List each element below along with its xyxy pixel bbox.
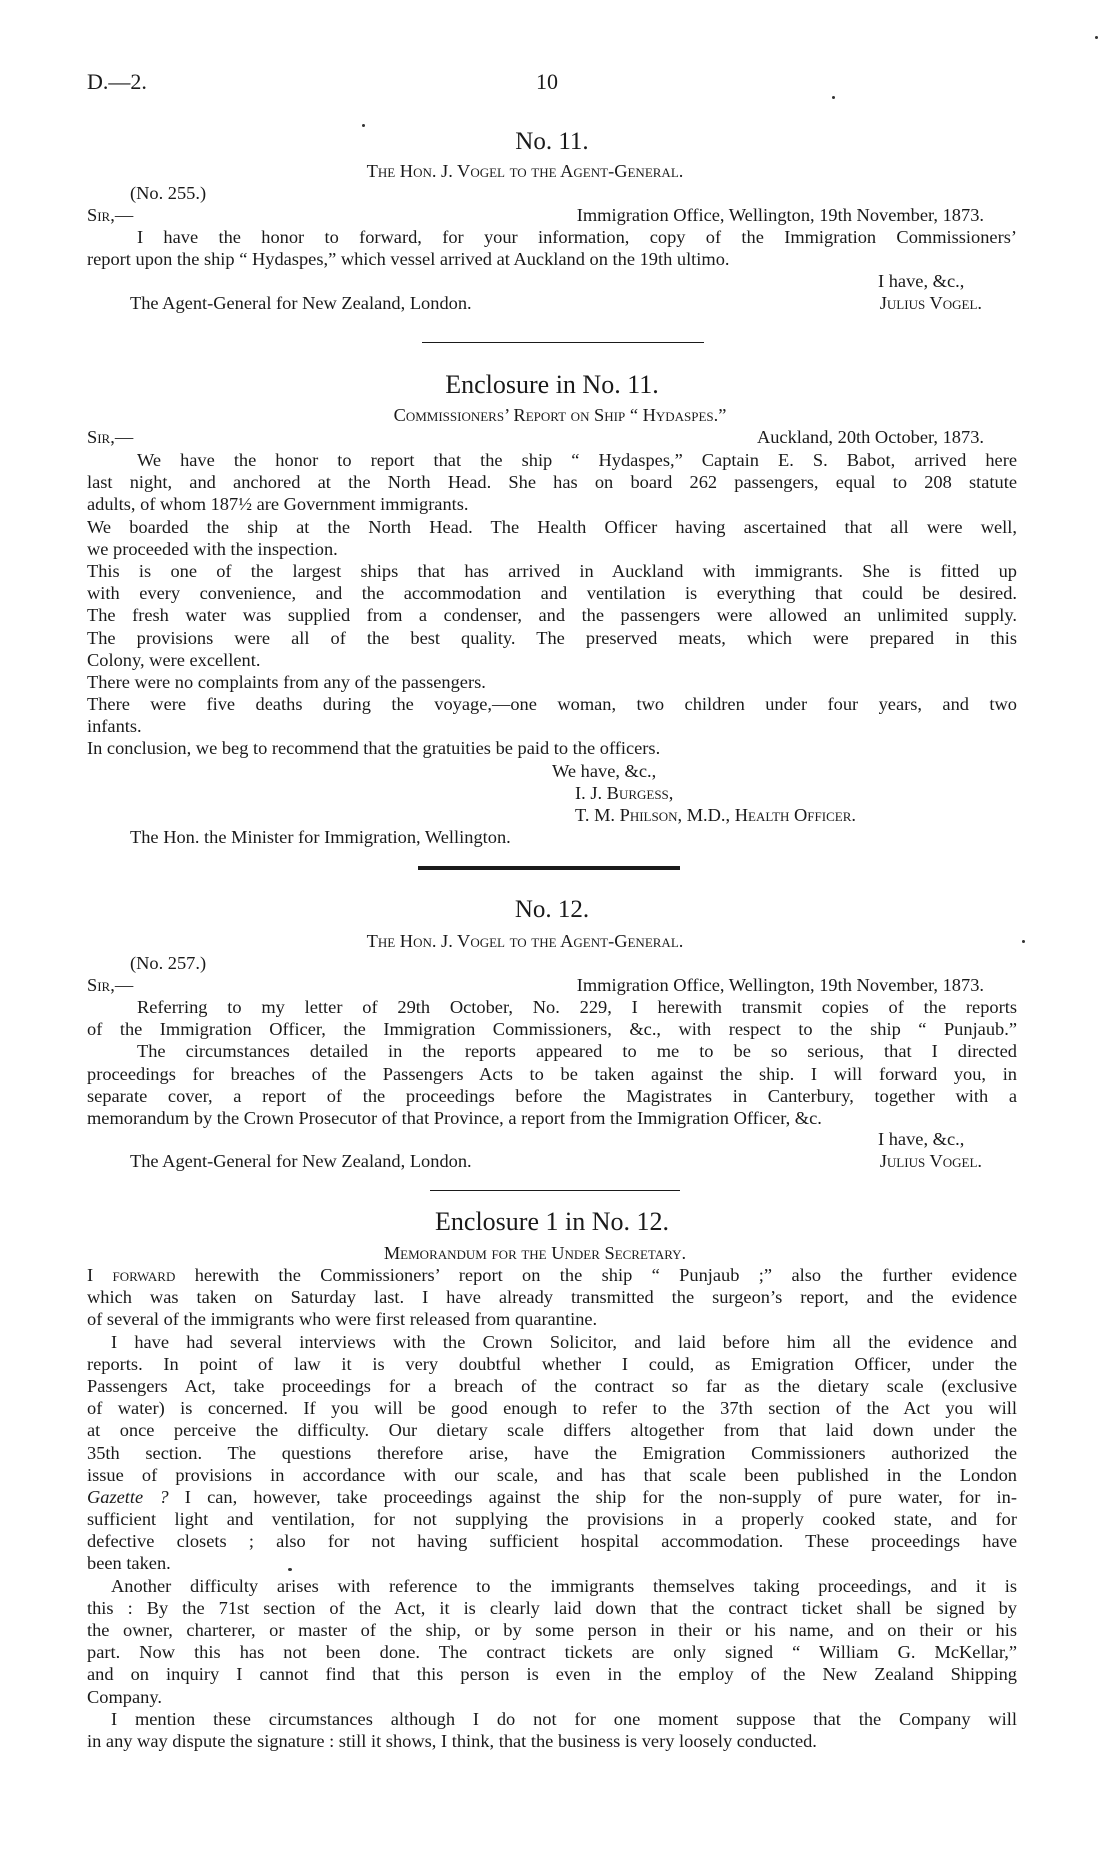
body-line: Another difficulty arises with reference to the immigrants themselves taking proceedings, and it is: [111, 1575, 1017, 1596]
enclosure-heading: Enclosure 1 in No. 12.: [435, 1207, 669, 1236]
body-line: I have had several interviews with the Crown Solicitor, and laid before him all the evidence and: [111, 1331, 1017, 1352]
body-line: infants.: [87, 716, 142, 737]
body-line: proceedings for breaches of the Passengers Acts to be taken against the ship. I will forward you, in: [87, 1063, 1017, 1084]
body-line: sufficient light and ventilation, for not supplying the provisions in a properly cooked state, and for: [87, 1509, 1017, 1530]
opening-line-text: herewith the Commissioners’ report on the ship “ Punjaub ;” also the further evidence: [175, 1265, 1017, 1285]
body-line: Passengers Act, take proceedings for a breach of the contract so far as the dietary scale (exclusive: [87, 1375, 1017, 1396]
closing: I have, &c.,: [878, 271, 965, 291]
body-line: of the Immigration Officer, the Immigration Commissioners, &c., with respect to the ship “ Punjaub.”: [87, 1019, 1017, 1040]
body-line: I have the honor to forward, for your information, copy of the Immigration Commissioners’: [137, 227, 1017, 247]
body-line: of several of the immigrants who were first released from quarantine.: [87, 1309, 598, 1330]
body-line: Gazette ? I can, however, take proceedings against the ship for the non-supply of pure water, for in-: [87, 1486, 1017, 1507]
body-line: this : By the 71st section of the Act, it is clearly laid down that the contract ticket shall be signed by: [87, 1597, 1017, 1618]
body-line: with every convenience, and the accommodation and ventilation is everything that could be desired.: [87, 583, 1017, 604]
body-line: There were five deaths during the voyage,—one woman, two children under four years, and two: [87, 694, 1017, 715]
body-line: which was taken on Saturday last. I have already transmitted the surgeon’s report, and the evidence: [87, 1287, 1017, 1308]
body-line: There were no complaints from any of the passengers.: [87, 671, 486, 692]
letter-number-heading: No. 12.: [514, 896, 590, 923]
body-line: In conclusion, we beg to recommend that the gratuities be paid to the officers.: [87, 738, 661, 759]
body-line: adults, of whom 187½ are Government immigrants.: [87, 494, 469, 515]
addressee: The Agent-General for New Zealand, London.: [130, 293, 472, 313]
signatory: T. M. Philson, M.D., Health Officer.: [575, 805, 856, 825]
report-body: [87, 449, 1017, 760]
body-line: we proceeded with the inspection.: [87, 538, 338, 559]
page-number: 10: [536, 69, 558, 94]
body-line: I mention these circumstances although I do not for one moment suppose that the Company will: [111, 1708, 1017, 1729]
salutation: Sir,—: [87, 975, 134, 995]
enclosure-subheading: Memorandum for the Under Secretary.: [383, 1243, 687, 1263]
section-divider: [418, 866, 680, 870]
body-line: The fresh water was supplied from a condenser, and the passengers were allowed an unlimited supply.: [87, 605, 1017, 626]
letter-subheading: The Hon. J. Vogel to the Agent-General.: [366, 161, 684, 181]
body-line: last night, and anchored at the North Head. She has on board 262 passengers, equal to 208 statute: [87, 472, 1017, 493]
speck: [1095, 36, 1098, 39]
letter-reference: (No. 255.): [130, 183, 207, 203]
body-line: separate cover, a report of the proceedings before the Magistrates in Canterbury, together with a: [87, 1085, 1017, 1106]
opening-words: I forward: [87, 1265, 176, 1285]
body-line: at once perceive the difficulty. Our dietary scale differs altogether from that laid down under the: [87, 1420, 1017, 1441]
body-line: Colony, were excellent.: [87, 649, 261, 670]
place-date: Immigration Office, Wellington, 19th November, 1873.: [576, 205, 984, 225]
enclosure-subheading: Commissioners’ Report on Ship “ Hydaspes.”: [393, 405, 727, 425]
letter-body: [87, 226, 1017, 270]
closing: We have, &c.,: [552, 761, 657, 781]
place-date: Auckland, 20th October, 1873.: [756, 427, 984, 447]
body-line: We boarded the ship at the North Head. The Health Officer having ascertained that all were well,: [87, 516, 1017, 537]
speck: [832, 96, 835, 99]
body-line: Referring to my letter of 29th October, No. 229, I herewith transmit copies of the reports: [137, 997, 1017, 1017]
signature: Julius Vogel.: [879, 1151, 982, 1171]
gazette-italic: Gazette ?: [87, 1486, 169, 1507]
salutation: Sir,—: [87, 205, 134, 225]
section-divider: [430, 1190, 680, 1191]
body-line: report upon the ship “ Hydaspes,” which vessel arrived at Auckland on the 19th ultimo.: [87, 249, 730, 270]
body-line: memorandum by the Crown Prosecutor of that Province, a report from the Immigration Officer, &c.: [87, 1107, 822, 1128]
body-line: and on inquiry I cannot find that this person is even in the employ of the New Zealand Shipping: [87, 1664, 1017, 1685]
closing: I have, &c.,: [878, 1129, 965, 1149]
body-line: [87, 1264, 1017, 1286]
body-line: part. Now this has not been done. The contract tickets are only signed “ William G. McKellar,”: [87, 1642, 1017, 1663]
signatory: I. J. Burgess,: [575, 783, 674, 803]
body-line: Company.: [87, 1686, 162, 1707]
body-line: The provisions were all of the best quality. The preserved meats, which were prepared in this: [87, 627, 1017, 648]
addressee: The Hon. the Minister for Immigration, Wellington.: [130, 827, 511, 847]
signature: Julius Vogel.: [879, 293, 982, 313]
sessional-paper-code: D.—2.: [87, 69, 147, 94]
speck: [288, 1568, 292, 1571]
place-date: Immigration Office, Wellington, 19th November, 1873.: [576, 975, 984, 995]
enclosure-heading: Enclosure in No. 11.: [445, 370, 659, 399]
memorandum-body: [87, 1264, 1017, 1752]
body-line: reports. In point of law it is very doubtful whether I could, as Emigration Officer, under the: [87, 1353, 1017, 1374]
addressee: The Agent-General for New Zealand, London.: [130, 1151, 472, 1171]
body-line: of water) is concerned. If you will be good enough to refer to the 37th section of the Act you will: [87, 1398, 1017, 1419]
letter-reference: (No. 257.): [130, 953, 207, 973]
body-line: We have the honor to report that the ship “ Hydaspes,” Captain E. S. Babot, arrived here: [137, 450, 1017, 470]
body-line: This is one of the largest ships that has arrived in Auckland with immigrants. She is fitted up: [87, 560, 1017, 581]
section-divider: [422, 342, 704, 343]
letter-number-heading: No. 11.: [515, 128, 589, 155]
letter-body: [87, 996, 1017, 1129]
salutation: Sir,—: [87, 427, 134, 447]
body-line: issue of provisions in accordance with our scale, and has that scale been published in the London: [87, 1464, 1017, 1485]
body-line: defective closets ; also for not having sufficient hospital accommodation. These proceedings have: [87, 1531, 1017, 1552]
speck: [1022, 940, 1025, 943]
body-line: been taken.: [87, 1553, 171, 1574]
body-line: in any way dispute the signature : still it shows, I think, that the business is very loosely conducted.: [87, 1730, 817, 1751]
body-line: the owner, charterer, or master of the ship, or by some person in their or his name, and on their or his: [87, 1620, 1017, 1640]
speck: [362, 124, 365, 127]
letter-subheading: The Hon. J. Vogel to the Agent-General.: [366, 931, 684, 951]
body-line: 35th section. The questions therefore arise, have the Emigration Commissioners authorized the: [87, 1442, 1017, 1463]
body-line: The circumstances detailed in the reports appeared to me to be so serious, that I directed: [137, 1041, 1017, 1062]
